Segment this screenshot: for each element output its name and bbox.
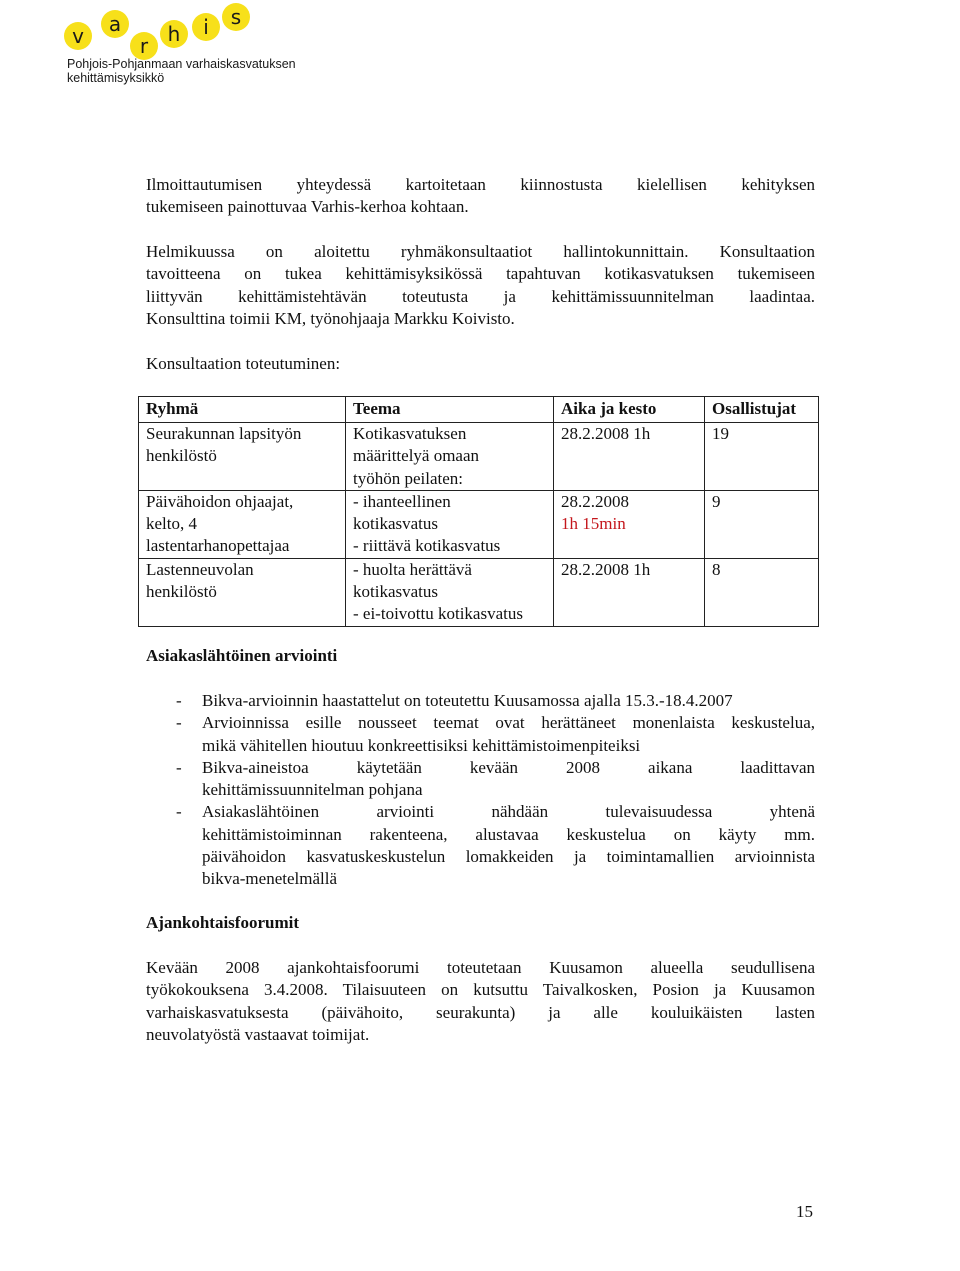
text-line: Bikva-arvioinnin haastattelut on toteutettu Kuusamossa ajalla 15.3.-18.4.2007 xyxy=(202,691,733,710)
text-line: tavoitteena on tukea kehittämisyksikössä tapahtuvan kotikasvatuksen tukemiseen xyxy=(146,264,815,284)
cell-ryhma xyxy=(139,423,346,491)
cell-teema xyxy=(346,423,554,491)
table-row xyxy=(139,490,819,558)
konsultaatio-table xyxy=(138,396,819,627)
table-header-row xyxy=(139,397,819,423)
list-item xyxy=(176,757,815,802)
text-line: liittyvän kehittämistehtävän toteutusta ja kehittämissuunnitelman laadintaa. xyxy=(146,286,815,306)
logo-letter-r: r xyxy=(139,34,149,58)
logo-letter-v: v xyxy=(72,24,84,48)
table-caption: Konsultaation toteutuminen: xyxy=(146,354,341,373)
logo-text-line2: kehittämisyksikkö xyxy=(67,71,165,85)
cell-ryhma xyxy=(139,490,346,558)
cell-line: - ihanteellinen xyxy=(353,491,451,511)
header-osallistujat: Osallistujat xyxy=(705,397,819,423)
bullet-dash: - xyxy=(176,713,182,733)
cell-line: kotikasvatus xyxy=(353,514,438,534)
logo-bubbles xyxy=(58,0,298,60)
list-item xyxy=(176,690,815,712)
section-heading-asiakas: Asiakaslähtöinen arviointi xyxy=(146,646,338,665)
cell-aika xyxy=(554,423,705,491)
text-line: Konsulttina toimii KM, työnohjaaja Markku Koivisto. xyxy=(146,308,515,328)
cell-teema xyxy=(346,490,554,558)
cell-line: - riittävä kotikasvatus xyxy=(353,536,501,556)
cell-osallistujat: 19 xyxy=(705,423,819,491)
cell-line: määrittelyä omaan xyxy=(353,446,480,466)
text-line: tukemiseen painottuvaa Varhis-kerhoa kohtaan. xyxy=(146,197,469,217)
list-item xyxy=(176,712,815,757)
foorumi-paragraph xyxy=(146,957,815,1046)
text-line: työkokouksena 3.4.2008. Tilaisuuteen on kutsuttu Taivalkosken, Posion ja Kuusamon xyxy=(146,980,815,1000)
cell-line: työhön peilaten: xyxy=(353,468,464,488)
list-item xyxy=(176,801,815,890)
header-aika: Aika ja kesto xyxy=(554,397,705,423)
logo-letter-i: i xyxy=(203,15,209,39)
asiakas-bullet-list xyxy=(176,690,815,891)
logo-letter-a: a xyxy=(108,12,122,36)
text-line: mikä vähitellen hioutuu konkreettisiksi kehittämistoimenpiteiksi xyxy=(202,735,641,755)
cell-line: 28.2.2008 1h xyxy=(561,559,651,579)
text-line: Ilmoittautumisen yhteydessä kartoitetaan kiinnostusta kielellisen kehityksen xyxy=(146,175,815,194)
table-row xyxy=(139,558,819,626)
cell-aika xyxy=(554,490,705,558)
text-line: Kevään 2008 ajankohtaisfoorumi toteutetaan Kuusamon alueella seudullisena xyxy=(146,958,815,977)
text-line: varhaiskasvatuksesta (päivähoito, seurakunta) ja alle kouluikäisten lasten xyxy=(146,1002,815,1022)
text-line: Bikva-aineistoa käytetään kevään 2008 aikana laadittavan xyxy=(202,757,815,777)
cell-osallistujat: 9 xyxy=(705,490,819,558)
cell-teema xyxy=(346,558,554,626)
section-heading-foorumi: Ajankohtaisfoorumit xyxy=(146,913,300,932)
cell-line: kotikasvatus xyxy=(353,582,438,602)
text-line: neuvolatyöstä vastaavat toimijat. xyxy=(146,1024,370,1044)
cell-line: Päivähoidon ohjaajat, xyxy=(146,491,294,511)
logo xyxy=(58,0,298,95)
table-row xyxy=(139,423,819,491)
header-ryhma: Ryhmä xyxy=(139,397,346,423)
text-line: bikva-menetelmällä xyxy=(202,869,337,889)
cell-line: lastentarhanopettajaa xyxy=(146,536,290,556)
cell-line: Kotikasvatuksen xyxy=(353,424,467,443)
cell-line: henkilöstö xyxy=(146,446,217,466)
intro-paragraph-2 xyxy=(146,241,815,330)
text-line: Arvioinnissa esille nousseet teemat ovat herättäneet monenlaista keskustelua, xyxy=(202,713,815,733)
text-line: Asiakaslähtöinen arviointi nähdään tulevaisuudessa yhtenä xyxy=(202,802,815,822)
intro-paragraph-1 xyxy=(146,174,815,219)
cell-line: Seurakunnan lapsityön xyxy=(146,424,302,443)
cell-aika xyxy=(554,558,705,626)
text-line: Helmikuussa on aloitettu ryhmäkonsultaatiot hallintokunnittain. Konsultaation xyxy=(146,242,815,261)
text-line: kehittämissuunnitelman pohjana xyxy=(202,780,423,800)
logo-text-line1: Pohjois-Pohjanmaan varhaiskasvatuksen xyxy=(67,57,296,71)
cell-line: kelto, 4 xyxy=(146,514,197,534)
logo-letter-s: s xyxy=(230,5,242,29)
text-line: kehittämistoiminnan rakenteena, alustavaa keskustelua on käyty mm. xyxy=(202,824,815,844)
text-line: päivähoidon kasvatuskeskustelun lomakkeiden ja toimintamallien arvioinnista xyxy=(202,847,815,867)
page-number: 15 xyxy=(796,1202,813,1221)
cell-ryhma xyxy=(139,558,346,626)
bullet-dash: - xyxy=(176,757,182,777)
cell-line: - huolta herättävä xyxy=(353,559,472,579)
bullet-dash: - xyxy=(176,802,182,822)
cell-osallistujat: 8 xyxy=(705,558,819,626)
bullet-dash: - xyxy=(176,691,182,710)
cell-line: - ei-toivottu kotikasvatus xyxy=(353,604,523,624)
cell-line-highlight: 1h 15min xyxy=(561,514,626,534)
cell-line: 28.2.2008 xyxy=(561,491,629,511)
header-teema: Teema xyxy=(346,397,554,423)
logo-letter-h: h xyxy=(167,22,181,46)
cell-line: 28.2.2008 1h xyxy=(561,424,651,443)
cell-line: henkilöstö xyxy=(146,582,217,602)
cell-line: Lastenneuvolan xyxy=(146,559,254,579)
